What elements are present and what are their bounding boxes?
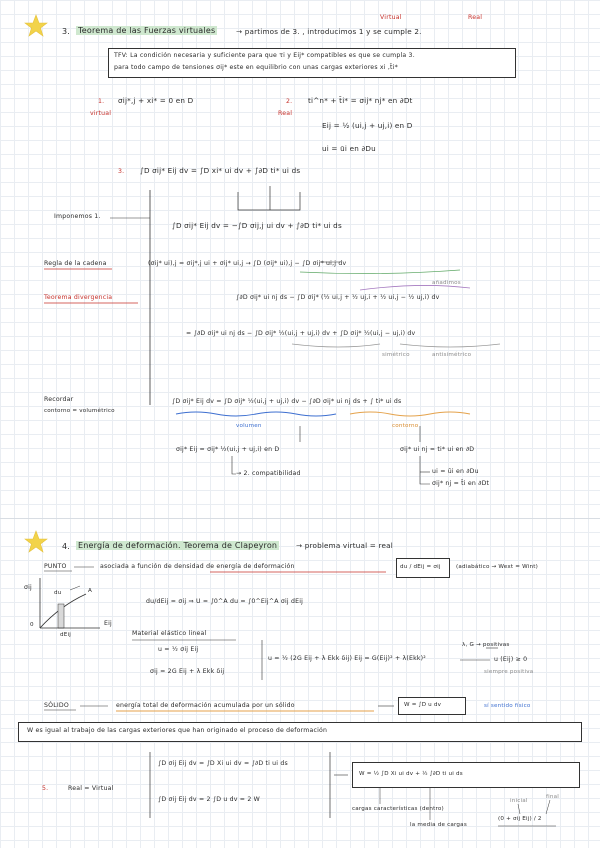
label-compatibilidad: → 2. compatibilidad <box>236 470 301 477</box>
tfv-line-2: para todo campo de tensiones σij* este en equilibrio con unas cargas exteriores xi ,t̄i* <box>114 64 398 71</box>
w-statement: W es igual al trabajo de las cargas exteriores que han originado el proceso de deformación <box>27 727 328 734</box>
w-box-text: W = ∫D u dv <box>404 702 442 708</box>
final-boundary-eq-2: ui = ūi en ∂Du <box>432 468 479 475</box>
eq2-boundary: ti^n* + t̄i* = σij* nj* en ∂Dt <box>308 96 413 105</box>
eq1-tag: virtual <box>90 110 112 117</box>
mean-fraction: (0 + σij Eij) / 2 <box>498 816 542 822</box>
s5-eq-2: ∫D σij Eij dv = 2 ∫D u dv = 2 W <box>158 796 260 803</box>
graph-dEij: dEij <box>60 632 71 638</box>
final-boundary-eq-3: σij* nj = t̄i en ∂Dt <box>432 480 490 487</box>
s5-eq-1: ∫D σij Eij dv = ∫D Xi ui dv = ∫∂D ti ui ds <box>158 760 288 767</box>
label-volumen: volumen <box>236 423 262 429</box>
label-antisimetrico: antisimétrico <box>432 352 472 358</box>
label-punto: PUNTO <box>44 563 67 570</box>
graph-origin: 0 <box>30 622 34 628</box>
tag-real-virtual: Real = Virtual <box>68 785 114 792</box>
derivation-line-e: ∫D σij* Eij dv = ∫D σij* ½(ui,j + uj,i) dv − ∫∂D σij* ui nj ds + ∫ ti* ui ds <box>172 398 402 405</box>
label-contorno: contorno <box>392 423 419 429</box>
eq1-number: 1. <box>98 98 105 105</box>
eq2-strain: Eij = ½ (ui,j + uj,i) en D <box>322 121 413 130</box>
energia-total-text: energía total de deformación acumulada por un sólido <box>116 702 295 709</box>
graph-point-a: A <box>88 588 93 594</box>
section-intro: → partimos de 3. , introducimos 1 y se cumple 2. <box>236 27 422 36</box>
label-solido: SÓLIDO <box>44 702 69 709</box>
label-inicial: inicial <box>510 798 528 804</box>
w-final: W = ½ ∫D Xi ui dv + ½ ∫∂D ti ui ds <box>359 771 463 777</box>
u-big-equation: u = ½ (2G Eij + λ Ekk δij) Eij = G(Eij)² + λ(Ekk)² <box>268 655 426 662</box>
label-adiabatico: (adiabático → Wext = Wint) <box>456 564 538 570</box>
eq2-displacement: ui = ūi en ∂Du <box>322 144 376 153</box>
final-domain-eq: σij* Eij = σij* ½(ui,j + uj,i) en D <box>176 446 280 453</box>
label-siempre-positiva: siempre positiva <box>484 669 534 675</box>
energy-density-text: asociada a función de densidad de energía de deformación <box>100 563 295 570</box>
label-media-cargas: la media de cargas <box>410 822 467 828</box>
section-number-3: 3. <box>62 27 71 36</box>
label-añadimos: añadimos <box>432 280 461 286</box>
label-cargas-caracteristicas: cargas características (dentro) <box>352 806 444 812</box>
derivation-line-a: ∫D σij* Eij dv = −∫D σij,j ui dv + ∫∂D ti* ui ds <box>172 221 342 230</box>
lambda-g-positive: λ, G → positivas <box>462 642 510 648</box>
tag-real: Real <box>468 14 483 21</box>
graph-du: du <box>54 590 62 596</box>
label-simetrico: simétrico <box>382 352 410 358</box>
eq3-principle: ∫D σij* Eij dv = ∫D xi* ui dv + ∫∂D ti* ui ds <box>140 166 301 175</box>
label-imponemos: Imponemos 1. <box>54 213 101 220</box>
section-4-suffix: → problema virtual = real <box>296 541 393 550</box>
section-number-5: 5. <box>42 785 49 792</box>
section-title-3: Teorema de las Fuerzas virtuales <box>78 26 216 35</box>
du-box-text: du / dEij = σij <box>400 564 441 570</box>
eq3-number: 3. <box>118 168 125 175</box>
label-teorema-divergencia: Teorema divergencia <box>44 294 113 301</box>
label-material: Material elástico lineal <box>132 630 207 637</box>
eq1-equilibrium: σij*,j + xi* = 0 en D <box>118 96 194 105</box>
section-number-4: 4. <box>62 542 71 551</box>
eq2-tag: Real <box>278 110 293 117</box>
u-result: u (Eij) ≥ 0 <box>494 656 528 663</box>
label-contorno-volumen: contorno = volumétrico <box>44 408 115 414</box>
derivation-line-b: (σij* ui),j = σij*,j ui + σij* ui,j → ∫D (σij* ui),j − ∫D σij* ui,j dv <box>148 260 347 267</box>
u-eq-2: σij = 2G Eij + λ Ekk δij <box>150 668 225 675</box>
tfv-line-1: TFV: La condición necesaria y suficiente para que τi y Eij* compatibles es que se cumpla 3. <box>114 52 415 59</box>
derivation-line-c: ∫∂D σij* ui nj ds − ∫D σij* (½ ui,j + ½ uj,i + ½ ui,j − ½ uj,i) dv <box>236 294 440 301</box>
label-final: final <box>546 794 560 800</box>
eq2-number: 2. <box>286 98 293 105</box>
tag-virtual: Virtual <box>380 14 402 21</box>
graph-xlabel: Eij <box>104 620 112 627</box>
final-boundary-eq-1: σij* ui nj = ti* ui en ∂D <box>400 446 475 453</box>
u-eq-1: u = ½ σij Eij <box>158 646 199 653</box>
du-equation: du/dEij = σij ⇒ U = ∫0^A du = ∫0^Eij^A σij dEij <box>146 598 304 605</box>
graph-ylabel: σij <box>24 584 32 591</box>
label-sentido-fisico: sí sentido físico <box>484 703 531 709</box>
label-regla-cadena: Regla de la cadena <box>44 260 107 267</box>
derivation-line-d: = ∫∂D σij* ui nj ds − ∫D σij* ½(ui,j + uj,i) dv + ∫D σij* ½(ui,j − uj,i) dv <box>186 330 416 337</box>
label-recordar: Recordar <box>44 396 74 403</box>
section-title-4: Energía de deformación. Teorema de Clapeyron <box>78 541 278 550</box>
